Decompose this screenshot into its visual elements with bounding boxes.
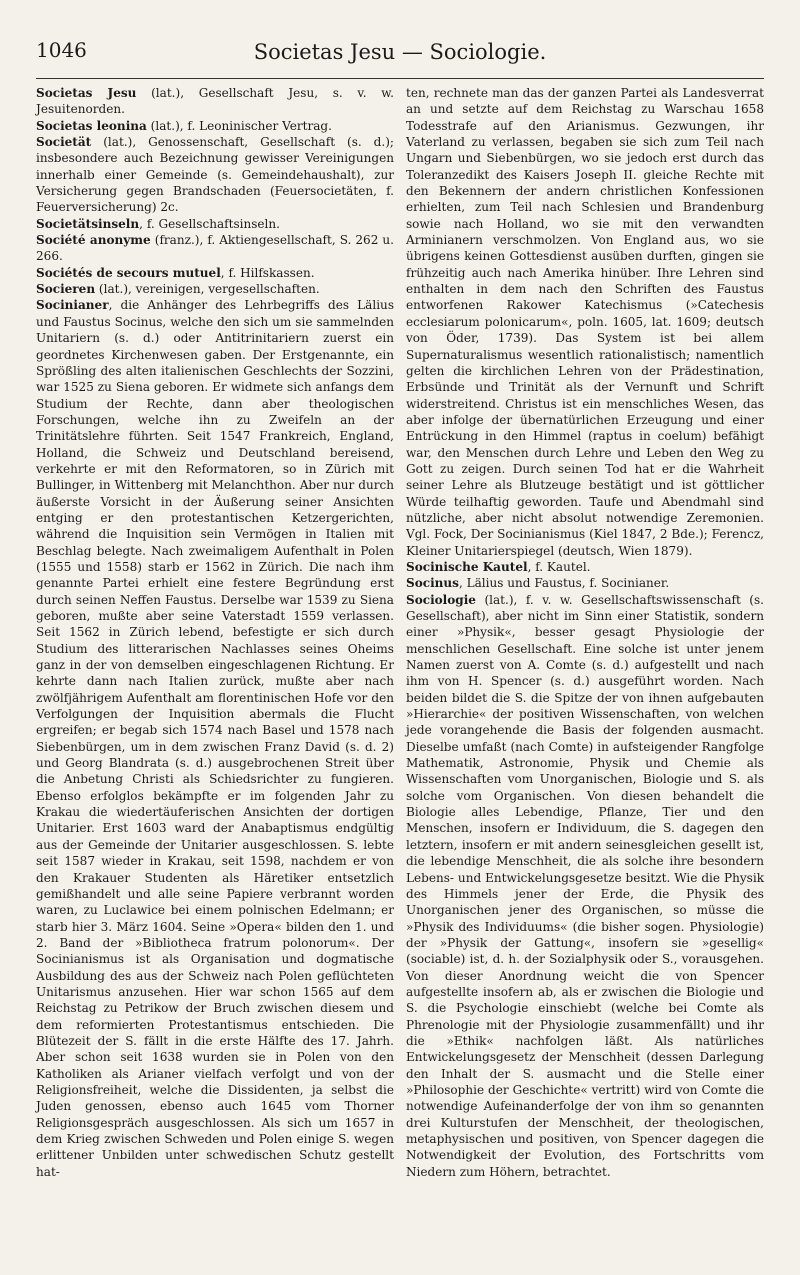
text-columns — [36, 85, 764, 1180]
entry-headword: Societätsinseln — [36, 216, 140, 231]
entry-headword: Societas Jesu — [36, 86, 137, 100]
dictionary-entry — [406, 592, 764, 1180]
running-title: Societas Jesu — Sociologie. — [253, 40, 547, 64]
dictionary-entry — [36, 134, 394, 216]
entry-text: (lat.), Gesellschaft Jesu, s. v. w. Jesuitenorden. — [36, 86, 394, 117]
entry-headword: Société anonyme — [36, 233, 151, 248]
dictionary-entry — [36, 85, 394, 118]
entry-headword: Sociétés de secours mutuel — [36, 265, 221, 280]
dictionary-entry — [406, 575, 764, 591]
entry-text: (franz.), f. Aktiengesellschaft, S. 262 u. 266. — [36, 233, 394, 264]
left-column — [36, 85, 394, 1180]
entry-text: , Lälius und Faustus, f. Socinianer. — [458, 576, 670, 591]
entry-headword: Societas leonina — [36, 118, 147, 133]
entry-text: (lat.), vereinigen, vergesellschaften. — [95, 282, 320, 297]
dictionary-entry — [36, 265, 394, 281]
entry-text: , f. Gesellschaftsinseln. — [139, 216, 280, 231]
entry-text: (lat.), f. v. w. Gesellschaftswissenschaft (s. Gesellschaft), aber nicht im Sinn einer Statistik, sondern einer »Physik«, besser gesagt Physiologie der menschlichen Gesellschaft. Eine solche ist unter jenem Namen zuerst von A. Comte (s. d.) aufgestellt und nach ihm von H. Spencer (s. d.) ausgeführt worden. Nach beiden bildet die S. die Spitze der von ihnen aufgebauten »Hierarchie« der positiven Wissenschaften, von welchen jede vorangehende die Basis der folgenden ausmacht. Dieselbe umfaßt (nach Comte) in aufsteigender Rangfolge Mathematik, Astronomie, Physik und Chemie als Wissenschaften vom Unorganischen, Biologie und S. als solche vom Organischen. Von diesen behandelt die Biologie alles Lebendige, Pflanze, Tier und den Menschen, insofern er Individuum, die S. dagegen den letztern, insofern er mit andern seinesgleichen gesellt ist, die lebendige Menschheit, die als solche ihre besondern Lebens- und Entwickelungsgesetze besitzt. Wie die Physik des Himmels jener der Erde, die Physik des Unorganischen jener des Organischen, so müsse die »Physik des Individuums« (die bisher sogen. Physiologie) der »Physik der Gattung«, insofern sie »gesellig« (sociable) ist, d. h. der Sozialphysik oder S., vorausgehen. Von dieser Anordnung weicht die von Spencer aufgestellte insofern ab, als er zwischen die Biologie und S. die Psychologie einschiebt (welche bei Comte als Phrenologie mit der Physiologie zusammenfällt) und ihr die »Ethik« nachfolgen läßt. Als natürliches Entwickelungsgesetz der Menschheit (dessen Darlegung den Inhalt der S. ausmacht und die Stelle einer »Philosophie der Geschichte« vertritt) wird von Comte die notwendige Aufeinanderfolge der von ihm so genannten drei Kulturstufen der Menschheit, der theologischen, metaphysischen und positiven, von Spencer dagegen die Notwendigkeit der Evolution, des Fortschritts vom Niedern zum Höhern, betrachtet. — [406, 592, 764, 1179]
entry-headword: Sociologie — [406, 592, 476, 607]
entry-text: , die Anhänger des Lehrbegriffs des Lälius und Faustus Socinus, welche den sich um sie sammelnden Unitariern (s. d.) oder Antitrinitariern zuerst ein geordnetes Kirchenwesen gaben. Der Erstgenannte, ein Sprößling des alten italienischen Geschlechts der Sozzini, war 1525 zu Siena geboren. Er widmete sich anfangs dem Studium der Rechte, dann aber theologischen Forschungen, welche ihn zu Zweifeln an der Trinitätslehre führten. Seit 1547 Frankreich, England, Holland, die Schweiz und Deutschland bereisend, verkehrte er mit den Reformatoren, so in Zürich mit Bullinger, in Wittenberg mit Melanchthon. Aber nur durch äußerste Vorsicht in der Äußerung seiner Ansichten entging er den protestantischen Ketzergerichten, während die Inquisition sein Vermögen in Italien mit Beschlag belegte. Nach zweimaligem Aufenthalt in Polen (1555 und 1558) starb er 1562 in Zürich. Die nach ihm genannte Partei erhielt eine festere Begründung erst durch seinen Neffen Faustus. Derselbe war 1539 zu Siena geboren, mußte aber seine Vaterstadt 1559 verlassen. Seit 1562 in Zürich lebend, befestigte er sich durch Studium des litterarischen Nachlasses seines Oheims ganz in der von demselben eingeschlagenen Richtung. Er kehrte dann nach Italien zurück, mußte aber nach zwölfjährigem Aufenthalt am florentinischen Hofe vor den Verfolgungen der Inquisition abermals die Flucht ergreifen; er begab sich 1574 nach Basel und 1578 nach Siebenbürgen, um in dem zwischen Franz David (s. d. 2) und Georg Blandrata (s. d.) ausgebrochenen Streit über die Anbetung Christi als Schiedsrichter zu fungieren. Ebenso erfolglos bekämpfte er im folgenden Jahr zu Krakau die wiedertäuferischen Ansichten der dortigen Unitarier. Erst 1603 ward der Anabaptismus endgültig aus der Gemeinde der Unitarier ausgeschlossen. S. lebte seit 1587 wieder in Krakau, seit 1598, nachdem er von den Krakauer Studenten als Häretiker entsetzlich gemißhandelt und alle seine Papiere verbrannt worden waren, zu Luclawice bei einem polnischen Edelmann; er starb hier 3. März 1604. Seine »Opera« bilden den 1. und 2. Band der »Bibliotheca fratrum polonorum«. Der Socinianismus ist als Organisation und dogmatische Ausbildung des aus der Schweiz nach Polen geflüchteten Unitarismus anzusehen. Hier war schon 1565 auf dem Reichstag zu Petrikow der Bruch zwischen diesem und dem reformierten Protestantismus entschieden. Die Blütezeit der S. fällt in die erste Hälfte des 17. Jahrh. Aber schon seit 1638 wurden sie in Polen von den Katholiken als Arianer vielfach verfolgt und von der Religionsfreiheit, welche die Dissidenten, ja selbst die Juden genossen, ebenso auch 1645 vom Thorner Religionsgespräch ausgeschlossen. Als sich um 1657 in dem Krieg zwischen Schweden und Polen einige S. wegen erlittener Unbilden unter schwedischen Schutz gestellt hat- — [36, 298, 394, 1179]
page-number: 1046 — [36, 38, 87, 62]
dictionary-entry — [406, 85, 764, 559]
entry-text: , f. Hilfskassen. — [220, 265, 315, 280]
dictionary-entry — [36, 118, 394, 134]
dictionary-entry — [36, 281, 394, 297]
dictionary-entry — [36, 216, 394, 232]
entry-headword: Socinische Kautel — [406, 559, 528, 574]
entry-text: (lat.), Genossenschaft, Gesellschaft (s. d.); insbesondere auch Bezeichnung gewisser Vereinigungen innerhalb einer Gemeinde (s. Gemeindehaushalt), zur Versicherung gegen Brandschaden (Feuersocietäten, f. Feuerversicherung) 2c. — [36, 135, 394, 215]
entry-text: ten, rechnete man das der ganzen Partei als Landesverrat an und setzte auf dem Reichstag zu Warschau 1658 Todesstrafe auf den Arianismus. Gezwungen, ihr Vaterland zu verlassen, begaben sie sich zum Teil nach Ungarn und Siebenbürgen, wo sie jedoch erst durch das Toleranzedikt des Kaisers Joseph II. gleiche Rechte mit den Bekennern der andern christlichen Konfessionen erhielten, zum Teil nach Schlesien und Brandenburg sowie nach Holland, wo sie mit den verwandten Arminianern verschmolzen. Von England aus, wo sie übrigens keinen Gottesdienst ausüben durften, gingen sie frühzeitig auch nach Amerika hinüber. Ihre Lehren sind enthalten in dem nach den Schriften des Faustus entworfenen Rakower Katechismus (»Catechesis ecclesiarum polonicarum«, poln. 1605, lat. 1609; deutsch von Öder, 1739). Das System ist bei allem Supernaturalismus wesentlich rationalistisch; namentlich gelten die kirchlichen Lehren von der Prädestination, Erbsünde und Trinität als der Vernunft und Schrift widerstreitend. Christus ist ein menschliches Wesen, das aber infolge der übernatürlichen Erzeugung und einer Entrückung in den Himmel (raptus in coelum) befähigt war, den Menschen durch Lehre und Leben den Weg zu Gott zu zeigen. Durch seinen Tod hat er die Wahrheit seiner Lehre als Blutzeuge bestätigt und ist göttlicher Würde teilhaftig geworden. Taufe und Abendmahl sind nützliche, aber nicht absolut notwendige Zeremonien. Vgl. Fock, Der Socinianismus (Kiel 1847, 2 Bde.); Ferencz, Kleiner Unitarierspiegel (deutsch, Wien 1879). — [406, 86, 764, 558]
entry-text: (lat.), f. Leoninischer Vertrag. — [146, 118, 332, 133]
entry-headword: Societät — [36, 135, 92, 150]
header-rule — [36, 78, 764, 79]
entry-headword: Socieren — [36, 282, 96, 297]
dictionary-entry — [36, 297, 394, 1180]
right-column — [406, 85, 764, 1180]
entry-headword: Socinus — [406, 576, 459, 591]
entry-headword: Socinianer — [36, 298, 109, 313]
entry-text: , f. Kautel. — [527, 559, 591, 574]
dictionary-entry — [36, 232, 394, 265]
dictionary-entry — [406, 559, 764, 575]
